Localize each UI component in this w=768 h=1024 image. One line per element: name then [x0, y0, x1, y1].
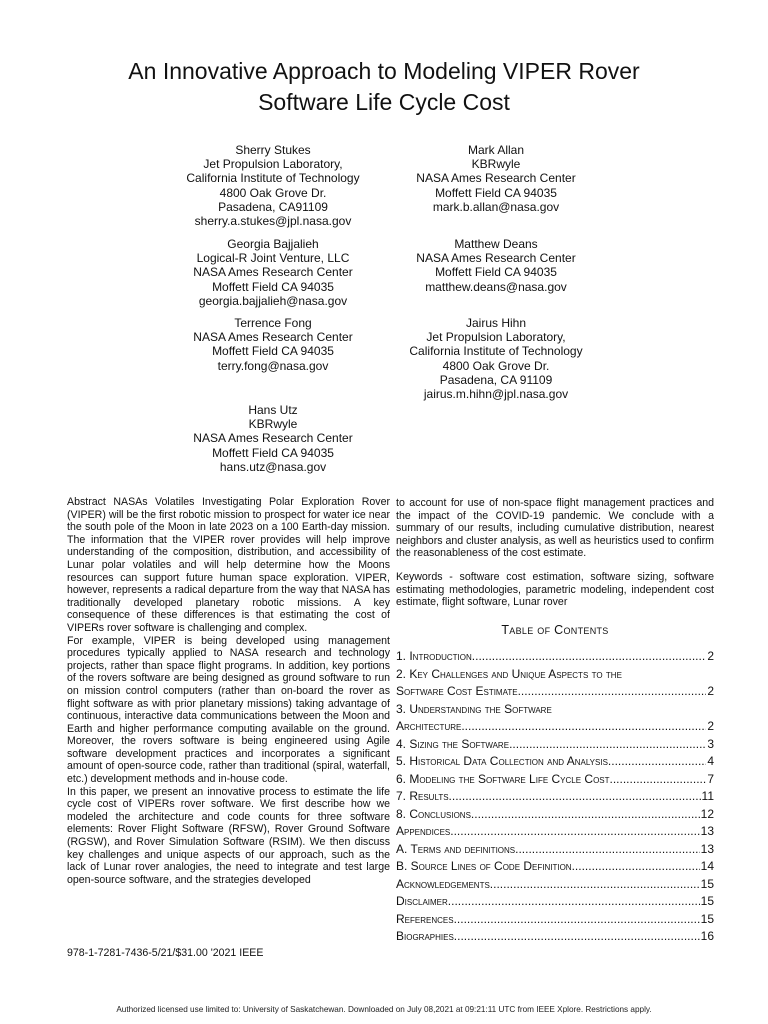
author-name: Hans Utz [248, 403, 298, 417]
toc-entry-page: 2 [707, 719, 714, 734]
author-block [153, 403, 393, 474]
toc-leader-dots [572, 858, 700, 876]
toc-entry-label: Biographies [396, 929, 454, 944]
author-name: Sherry Stukes [235, 143, 311, 157]
author-affiliation-line: Moffett Field CA 94035 [212, 344, 334, 359]
toc-entry-label: Software Cost Estimate [396, 684, 518, 699]
toc-entry-label: 7. Results [396, 789, 449, 804]
author-name: Matthew Deans [454, 237, 538, 251]
title-line-2: Software Life Cycle Cost [258, 89, 510, 115]
toc-entry-page: 15 [700, 876, 714, 891]
author-affiliation-line: NASA Ames Research Center [416, 251, 576, 266]
toc-entry-page: 13 [700, 841, 714, 856]
author-affiliation-line: Jet Propulsion Laboratory, [426, 330, 566, 345]
toc-entry[interactable] [396, 666, 714, 684]
toc-entry[interactable] [396, 788, 714, 806]
toc-entry-label: Acknowledgements [396, 876, 490, 891]
toc-entry[interactable] [396, 858, 714, 876]
author-email: jairus.m.hihn@jpl.nasa.gov [423, 387, 569, 402]
toc-entry-page: 13 [700, 824, 714, 839]
author-block [376, 143, 616, 214]
toc-entry[interactable] [396, 648, 714, 666]
toc-leader-dots [515, 841, 700, 859]
toc-entry[interactable] [396, 911, 714, 929]
toc-entry-label: 3. Understanding the Software [396, 701, 552, 716]
author-affiliation-line: Moffett Field CA 94035 [212, 279, 334, 294]
keywords: Keywords - software cost estimation, software sizing, software estimating methodologies, parametric modeling, independent cost estimate, flight software, Lunar rover [396, 570, 714, 609]
toc-entry[interactable] [396, 841, 714, 859]
toc-entry-page: 2 [707, 649, 714, 664]
toc-entry[interactable] [396, 893, 714, 911]
author-affiliation-line: NASA Ames Research Center [193, 431, 353, 446]
toc-leader-dots [448, 893, 700, 911]
toc-entry-page: 11 [701, 789, 714, 804]
toc-leader-dots [490, 876, 700, 894]
abstract-paragraph-4: to account for use of non-space flight management practices and the impact of the COVID-19 pandemic. We conclude with a summary of our results, including cumulative distribution, nearest neighbors and cluster analysis, as well as heuristics used to confirm the reasonableness of the cost estimate. [396, 497, 714, 560]
author-name: Georgia Bajjalieh [227, 237, 319, 251]
author-affiliation-line: Pasadena, CA 91109 [439, 372, 553, 387]
title-line-1: An Innovative Approach to Modeling VIPER Rover [128, 58, 640, 84]
toc-entry[interactable] [396, 718, 714, 736]
author-email: georgia.bajjalieh@nasa.gov [198, 293, 348, 308]
author-affiliation-line: Pasadena, CA91109 [218, 199, 328, 214]
author-affiliation-line: NASA Ames Research Center [416, 171, 576, 186]
author-email: terry.fong@nasa.gov [217, 358, 329, 373]
toc-leader-dots [509, 736, 706, 754]
toc-entry[interactable] [396, 806, 714, 824]
author-block [376, 237, 616, 294]
toc-leader-dots [449, 788, 701, 806]
toc-entry[interactable] [396, 736, 714, 754]
toc-entry[interactable] [396, 928, 714, 946]
author-affiliation-line: Jet Propulsion Laboratory, [203, 157, 343, 172]
toc-leader-dots [461, 718, 706, 736]
license-footer: Authorized licensed use limited to: University of Saskatchewan. Downloaded on July 08,2021 at 09:21:11 UTC from IEEE Xplore. Restrictions apply. [116, 1005, 652, 1014]
toc-entry[interactable] [396, 701, 714, 719]
author-email: hans.utz@nasa.gov [219, 459, 327, 474]
copyright-line: 978-1-7281-7436-5/21/$31.00 '2021 IEEE [67, 947, 264, 959]
toc-entry-page: 12 [700, 806, 714, 821]
author-affiliation-line: NASA Ames Research Center [193, 265, 353, 280]
toc-entry-label: Architecture [396, 719, 462, 734]
toc-entry-page: 16 [700, 929, 714, 944]
toc-entry-label: References [396, 911, 454, 926]
toc-entry-label: 2. Key Challenges and Unique Aspects to the [396, 666, 622, 681]
toc-entry[interactable] [396, 683, 714, 701]
toc-entry-page: 14 [700, 859, 714, 874]
toc-entry-label: B. Source Lines of Code Definition [396, 859, 572, 874]
right-column [396, 497, 714, 946]
toc-leader-dots [454, 928, 700, 946]
author-affiliation-line: Moffett Field CA 94035 [435, 265, 557, 280]
toc-leader-dots [518, 683, 707, 701]
author-email: sherry.a.stukes@jpl.nasa.gov [194, 214, 352, 229]
author-name: Terrence Fong [234, 316, 312, 330]
toc-entry-label: Disclaimer [396, 894, 448, 909]
toc-entry-label: 8. Conclusions [396, 806, 471, 821]
toc-entry-label: 6. Modeling the Software Life Cycle Cost [396, 771, 610, 786]
toc-entry-page: 15 [700, 894, 714, 909]
author-affiliation-line: California Institute of Technology [186, 171, 360, 186]
abstract-paragraph-1: Abstract NASAs Volatiles Investigating Polar Exploration Rover (VIPER) will be the first robotic mission to prospect for water ice near the south pole of the Moon in late 2023 on a 100 Earth-day mission. The information that the VIPER rover provides will help improve understanding of the composition, distribution, and accessibility of Lunar polar volatiles and will help determine how the Moons resources can support future human space exploration. VIPER, however, represents a radical departure from the way that NASA has traditionally developed planetary robotic missions. A key consequence of these differences is that estimating the cost of VIPERs rover software is challenging and complex. [67, 496, 390, 634]
toc-entry-label: A. Terms and definitions [396, 841, 516, 856]
toc-entry-page: 15 [700, 911, 714, 926]
toc-entry-page: 2 [707, 684, 714, 699]
author-block [153, 237, 393, 308]
left-column [67, 496, 390, 886]
author-affiliation-line: NASA Ames Research Center [193, 330, 353, 345]
author-affiliation-line: California Institute of Technology [409, 344, 583, 359]
author-affiliation-line: KBRwyle [471, 157, 521, 172]
toc-entry[interactable] [396, 753, 714, 771]
author-block [153, 143, 393, 228]
author-affiliation-line: Moffett Field CA 94035 [212, 445, 334, 460]
toc-leader-dots [454, 911, 700, 929]
toc-leader-dots [610, 771, 707, 789]
toc-entry-label: 4. Sizing the Software [396, 736, 510, 751]
toc-entry[interactable] [396, 876, 714, 894]
author-affiliation-line: 4800 Oak Grove Dr. [219, 185, 327, 200]
author-affiliation-line: 4800 Oak Grove Dr. [442, 358, 550, 373]
toc-entry-page: 4 [707, 754, 714, 769]
author-email: mark.b.allan@nasa.gov [432, 199, 560, 214]
paper-title [0, 56, 768, 118]
author-name: Jairus Hihn [465, 316, 527, 330]
toc-leader-dots [608, 753, 706, 771]
toc-entry-page: 7 [707, 771, 714, 786]
toc-entry-label: 1. Introduction [396, 649, 472, 664]
author-affiliation-line: Logical-R Joint Venture, LLC [196, 251, 350, 266]
author-affiliation-line: Moffett Field CA 94035 [435, 185, 557, 200]
abstract-paragraph-3: In this paper, we present an innovative process to estimate the life cycle cost of VIPERs rover software. We first describe how we modeled the architecture and code counts for three software elements: Rover Flight Software (RFSW), Rover Ground Software (RGSW), and Rover Simulation Software (RSIM). We then discuss key challenges and unique aspects of our approach, such as the lack of Lunar rover analogies, the need to integrate and test large open-source software, and the strategies developed [67, 785, 390, 886]
author-affiliation-line: KBRwyle [248, 417, 298, 432]
toc-heading: Table of Contents [501, 622, 609, 637]
toc-leader-dots [450, 823, 699, 841]
author-name: Mark Allan [467, 143, 525, 157]
toc-entry[interactable] [396, 823, 714, 841]
toc-entry-label: 5. Historical Data Collection and Analysis [396, 754, 608, 769]
abstract-paragraph-2: For example, VIPER is being developed using management procedures typically applied to NASA research and technology projects, rather than space flight programs. In addition, key portions of the rovers software are being designed as ground software to run on mission control computers (rather than on-board the rover as flight software as with prior planetary missions) taking advantage of continuous, interactive data communications between the Moon and Earth and higher performance computing available on the ground. Moreover, the rovers software is being engineered using Agile software development practices and incorporates a significant amount of open-source code, rather than traditional (spiral, waterfall, etc.) development methods and in-house code. [67, 634, 390, 786]
author-block [153, 316, 393, 373]
author-block [376, 316, 616, 401]
table-of-contents [396, 648, 714, 946]
toc-entry[interactable] [396, 771, 714, 789]
toc-entry-page: 3 [707, 736, 714, 751]
author-email: matthew.deans@nasa.gov [425, 279, 567, 294]
toc-entry-label: Appendices [396, 824, 451, 839]
toc-leader-dots [472, 648, 707, 666]
toc-leader-dots [471, 806, 700, 824]
